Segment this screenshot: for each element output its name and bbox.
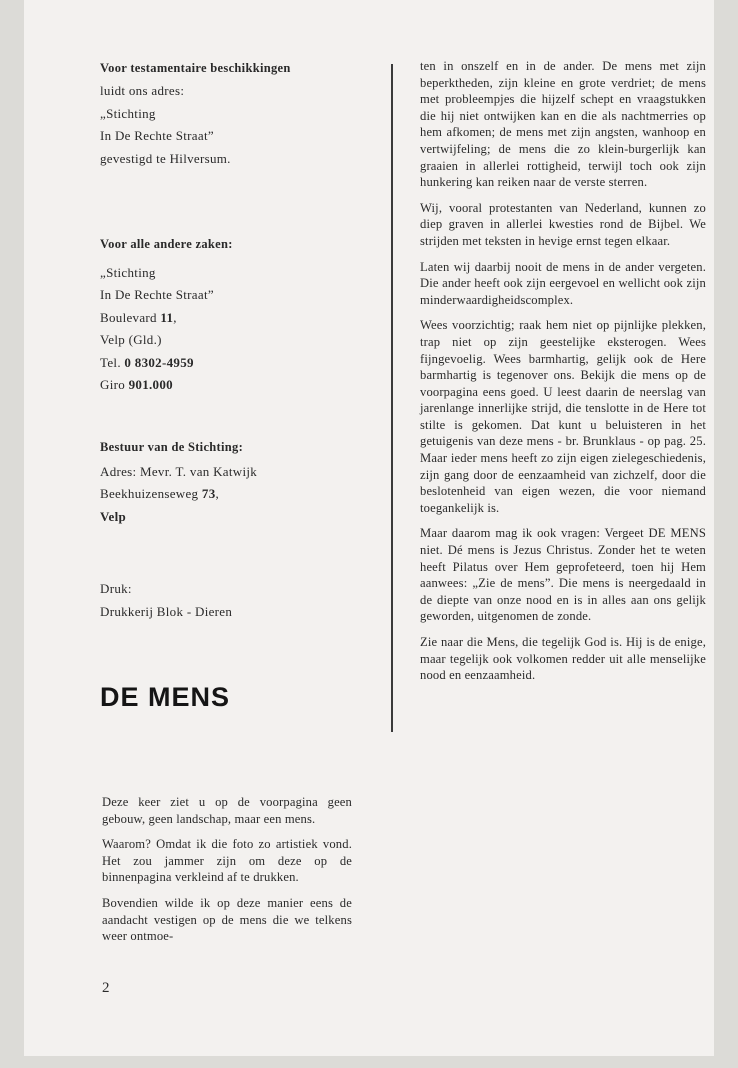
other-address-block	[100, 233, 233, 397]
article-title: DE MENS	[100, 682, 231, 712]
board-block	[100, 436, 257, 528]
print-block	[100, 578, 232, 623]
paragraph: Laten wij daarbij nooit de mens in de ander vergeten. Die ander heeft ook zijn eergevoel en wellicht ook zijn minderwaardigheidscomplex.	[420, 259, 706, 307]
address-line: Adres: Mevr. T. van Katwijk	[100, 463, 258, 479]
paragraph: Deze keer ziet u op de voorpagina geen gebouw, geen landschap, maar een mens.	[102, 795, 352, 826]
paragraph: Bovendien wilde ik op deze manier eens de aandacht vestigen op de mens die we telkens weer ontmoe-	[102, 895, 352, 944]
column-divider	[391, 64, 393, 732]
address-line: Boulevard 11,	[100, 309, 177, 325]
board-heading: Bestuur van de Stichting:	[100, 440, 244, 454]
printer-name: Drukkerij Blok - Dieren	[100, 603, 233, 619]
paragraph: Maar daarom mag ik ook vragen: Vergeet DE MENS niet. Dé mens is Jezus Christus. Zonder het te weten heeft Pilatus over Hem geprofeteerd, toen hij Hem aanwees: „Zie de mens”. Die mens is neergedaald in de diepte van onze nood en is in alles aan ons gelijk geworden, uitgenomen de zonde.	[420, 526, 706, 624]
address-line: Velp (Gld.)	[100, 332, 162, 347]
paragraph: Zie naar die Mens, die tegelijk God is. Hij is de enige, maar tegelijk ook volkomen redder uit alle menselijke nood en eenzaamheid.	[420, 635, 706, 683]
paragraph: Wij, vooral protestanten van Nederland, kunnen zo diep graven in allerlei kwesties rond de Bijbel. We strijden met teksten in hevige ernst tegen elkaar.	[420, 200, 706, 248]
testament-heading: Voor testamentaire beschikkingen	[100, 61, 291, 75]
address-line: luidt ons adres:	[100, 83, 185, 98]
other-heading: Voor alle andere zaken:	[100, 237, 233, 251]
paragraph: ten in onszelf en in de ander. De mens met zijn beperktheden, zijn kleine en grote verdriet; de mens met probleempjes die hijzelf schept en vraagstukken die hij niet ontwijken kan en die als nachtmerries op hem afkomen; de mens met zijn angsten, wanhoop en vertwijfeling; de mens die zo klein-burgerlijk kan graaien in allerlei rottigheid, terwijl toch ook zijn hunkering kan reiken naar de verste sterren.	[420, 59, 706, 190]
article-left-text	[102, 794, 352, 954]
phone-line: Tel. 0 8302-4959	[100, 354, 194, 370]
giro-line: Giro 901.000	[100, 377, 173, 392]
address-line: Velp	[100, 508, 127, 524]
address-line: In De Rechte Straat”	[100, 128, 214, 143]
address-line: gevestigd te Hilversum.	[100, 150, 231, 166]
print-label: Druk:	[100, 581, 132, 596]
page	[24, 0, 714, 1056]
address-line: „Stichting	[100, 105, 156, 121]
page-number: 2	[102, 980, 110, 996]
paragraph: Wees voorzichtig; raak hem niet op pijnlijke plekken, trap niet op zijn geestelijke eksterogen. Wees fijngevoelig. Wees barmhartig, gelijk ook de Here barmhartig is tegenover ons. Bekijk die mens op de voorpagina eens goed. U leest daarin de neerslag van jarenlange innerlijke strijd, die tenslotte in de Here tot stilte is gekomen. Dat kunt u beluisteren in het getuigenis van deze mens - br. Brunklaus - op pag. 25. Maar ieder mens heeft zo zijn eigen zielegeschiedenis, zijn gang door de eenzaamheid van zichzelf, door die beslotenheid van eigen wezen, die voor niemand toegankelijk is.	[420, 318, 706, 515]
article-right-text	[420, 58, 706, 693]
address-line: „Stichting	[100, 264, 156, 280]
paragraph: Waarom? Omdat ik die foto zo artistiek vond. Het zou jammer zijn om deze op de binnenpagina verkleind af te drukken.	[102, 837, 352, 885]
address-line: Beekhuizenseweg 73,	[100, 486, 220, 501]
testament-address-block	[100, 58, 291, 170]
address-line: In De Rechte Straat”	[100, 287, 214, 302]
